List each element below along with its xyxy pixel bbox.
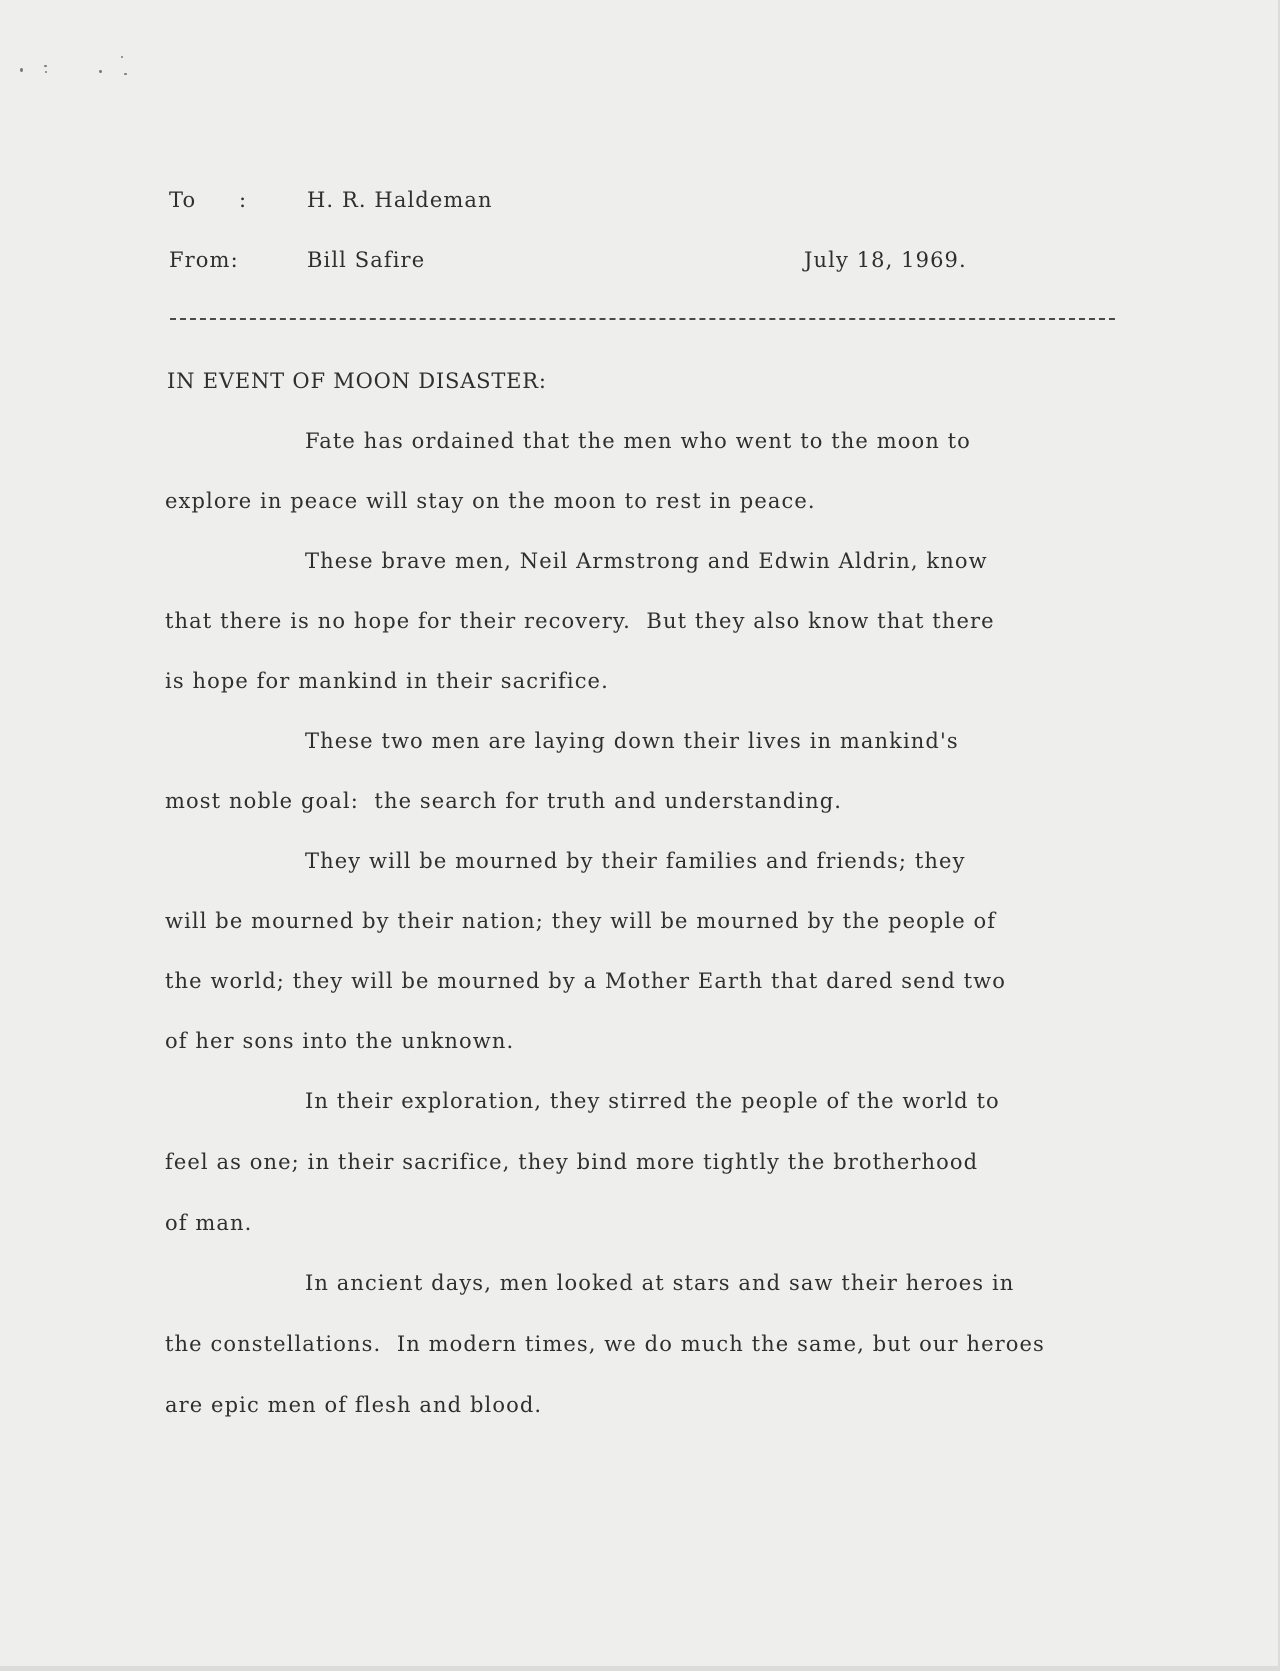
body-line: of her sons into the unknown. [165, 1029, 515, 1053]
paper-specks [18, 50, 128, 84]
body-line: that there is no hope for their recovery. But they also know that there [165, 609, 995, 633]
body-line: In ancient days, men looked at stars and saw their heroes in [305, 1271, 1015, 1295]
speck [45, 71, 47, 73]
speck [20, 68, 23, 72]
speck [121, 56, 123, 58]
body-line: of man. [165, 1211, 253, 1235]
body-line: explore in peace will stay on the moon to rest in peace. [165, 489, 816, 513]
memo-heading: IN EVENT OF MOON DISASTER: [167, 369, 547, 393]
body-line: will be mourned by their nation; they will be mourned by the people of [165, 909, 997, 933]
body-line: They will be mourned by their families and friends; they [305, 849, 966, 873]
body-line: Fate has ordained that the men who went to the moon to [305, 429, 971, 453]
memo-date: July 18, 1969. [804, 248, 967, 272]
body-line: In their exploration, they stirred the people of the world to [305, 1089, 1000, 1113]
body-line: the constellations. In modern times, we do much the same, but our heroes [165, 1332, 1045, 1356]
recipient-name: H. R. Haldeman [307, 188, 493, 212]
speck [124, 73, 127, 75]
body-line: These two men are laying down their lives in mankind's [305, 729, 959, 753]
to-label: To [169, 188, 197, 212]
body-line: is hope for mankind in their sacrifice. [165, 669, 609, 693]
sender-name: Bill Safire [307, 248, 426, 272]
body-line: most noble goal: the search for truth and understanding. [165, 789, 843, 813]
body-line: These brave men, Neil Armstrong and Edwin Aldrin, know [305, 549, 988, 573]
body-line: feel as one; in their sacrifice, they bind more tightly the brotherhood [165, 1150, 979, 1174]
speck [44, 65, 47, 67]
dashed-separator [170, 318, 1115, 320]
speck [99, 70, 102, 73]
body-line: the world; they will be mourned by a Mother Earth that dared send two [165, 969, 1007, 993]
body-line: are epic men of flesh and blood. [165, 1393, 543, 1417]
to-colon: : [239, 188, 248, 212]
from-label: From: [169, 248, 239, 272]
